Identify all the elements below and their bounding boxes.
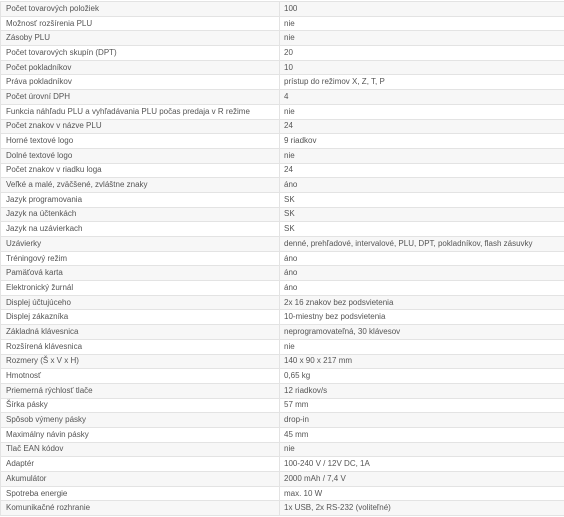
table-row [1,207,564,222]
spec-value: neprogramovateľná, 30 klávesov [280,325,564,340]
spec-label: Hmotnosť [1,369,280,384]
table-row [1,281,564,296]
spec-value: nie [280,442,564,457]
spec-label: Displej účtujúceho [1,295,280,310]
spec-value: nie [280,31,564,46]
spec-value: 0,65 kg [280,369,564,384]
spec-label: Rozšírená klávesnica [1,339,280,354]
spec-value: nie [280,339,564,354]
spec-label: Počet tovarových skupín (DPT) [1,46,280,61]
spec-label: Adaptér [1,457,280,472]
spec-value: prístup do režimov X, Z, T, P [280,75,564,90]
table-row [1,486,564,501]
spec-label: Práva pokladníkov [1,75,280,90]
table-row [1,148,564,163]
spec-label: Počet pokladníkov [1,60,280,75]
spec-value: 4 [280,90,564,105]
spec-label: Možnosť rozšírenia PLU [1,16,280,31]
spec-value: SK [280,192,564,207]
spec-value: 2000 mAh / 7,4 V [280,472,564,487]
table-row [1,413,564,428]
spec-label: Jazyk na účtenkách [1,207,280,222]
spec-value: 20 [280,46,564,61]
spec-table-body [1,2,564,516]
spec-label: Horné textové logo [1,134,280,149]
table-row [1,266,564,281]
spec-label: Elektronický žurnál [1,281,280,296]
spec-value: 100-240 V / 12V DC, 1A [280,457,564,472]
spec-label: Počet tovarových položiek [1,2,280,17]
spec-label: Pamäťová karta [1,266,280,281]
table-row [1,369,564,384]
table-row [1,60,564,75]
spec-label: Veľké a malé, zväčšené, zvláštne znaky [1,178,280,193]
spec-value: 24 [280,163,564,178]
table-row [1,501,564,516]
table-row [1,383,564,398]
spec-label: Komunikačné rozhranie [1,501,280,516]
spec-label: Zásoby PLU [1,31,280,46]
table-row [1,16,564,31]
spec-label: Jazyk na uzávierkach [1,222,280,237]
spec-label: Počet úrovní DPH [1,90,280,105]
spec-label: Spotreba energie [1,486,280,501]
spec-label: Jazyk programovania [1,192,280,207]
spec-value: 9 riadkov [280,134,564,149]
spec-label: Počet znakov v riadku loga [1,163,280,178]
table-row [1,472,564,487]
table-row [1,354,564,369]
spec-value: denné, prehľadové, intervalové, PLU, DPT, pokladníkov, flash zásuvky [280,237,564,252]
table-row [1,251,564,266]
spec-label: Funkcia náhľadu PLU a vyhľadávania PLU počas predaja v R režime [1,104,280,119]
table-row [1,163,564,178]
table-row [1,398,564,413]
spec-label: Priemerná rýchlosť tlače [1,383,280,398]
table-row [1,295,564,310]
spec-label: Tréningový režim [1,251,280,266]
spec-label: Spôsob výmeny pásky [1,413,280,428]
table-row [1,119,564,134]
table-row [1,339,564,354]
table-row [1,442,564,457]
table-row [1,90,564,105]
spec-value: 10-miestny bez podsvietenia [280,310,564,325]
table-row [1,75,564,90]
table-row [1,427,564,442]
spec-value: 2x 16 znakov bez podsvietenia [280,295,564,310]
table-row [1,178,564,193]
spec-value: áno [280,251,564,266]
spec-label: Akumulátor [1,472,280,487]
spec-value: max. 10 W [280,486,564,501]
table-row [1,192,564,207]
spec-value: 57 mm [280,398,564,413]
spec-label: Šírka pásky [1,398,280,413]
spec-label: Dolné textové logo [1,148,280,163]
spec-label: Základná klávesnica [1,325,280,340]
table-row [1,325,564,340]
spec-label: Uzávierky [1,237,280,252]
table-row [1,104,564,119]
table-row [1,31,564,46]
spec-label: Displej zákazníka [1,310,280,325]
spec-value: nie [280,148,564,163]
table-row [1,46,564,61]
spec-label: Rozmery (Š x V x H) [1,354,280,369]
spec-label: Tlač EAN kódov [1,442,280,457]
spec-value: áno [280,266,564,281]
table-row [1,237,564,252]
spec-table [0,1,564,516]
spec-label: Počet znakov v názve PLU [1,119,280,134]
spec-value: 100 [280,2,564,17]
spec-value: 24 [280,119,564,134]
table-row [1,457,564,472]
spec-value: áno [280,178,564,193]
spec-value: SK [280,222,564,237]
table-row [1,134,564,149]
spec-value: 12 riadkov/s [280,383,564,398]
spec-value: SK [280,207,564,222]
spec-value: 1x USB, 2x RS-232 (voliteľné) [280,501,564,516]
spec-label: Maximálny návin pásky [1,427,280,442]
spec-value: 45 mm [280,427,564,442]
spec-value: 140 x 90 x 217 mm [280,354,564,369]
spec-value: áno [280,281,564,296]
spec-value: 10 [280,60,564,75]
table-row [1,222,564,237]
table-row [1,310,564,325]
spec-value: drop-in [280,413,564,428]
spec-value: nie [280,104,564,119]
table-row [1,2,564,17]
spec-value: nie [280,16,564,31]
